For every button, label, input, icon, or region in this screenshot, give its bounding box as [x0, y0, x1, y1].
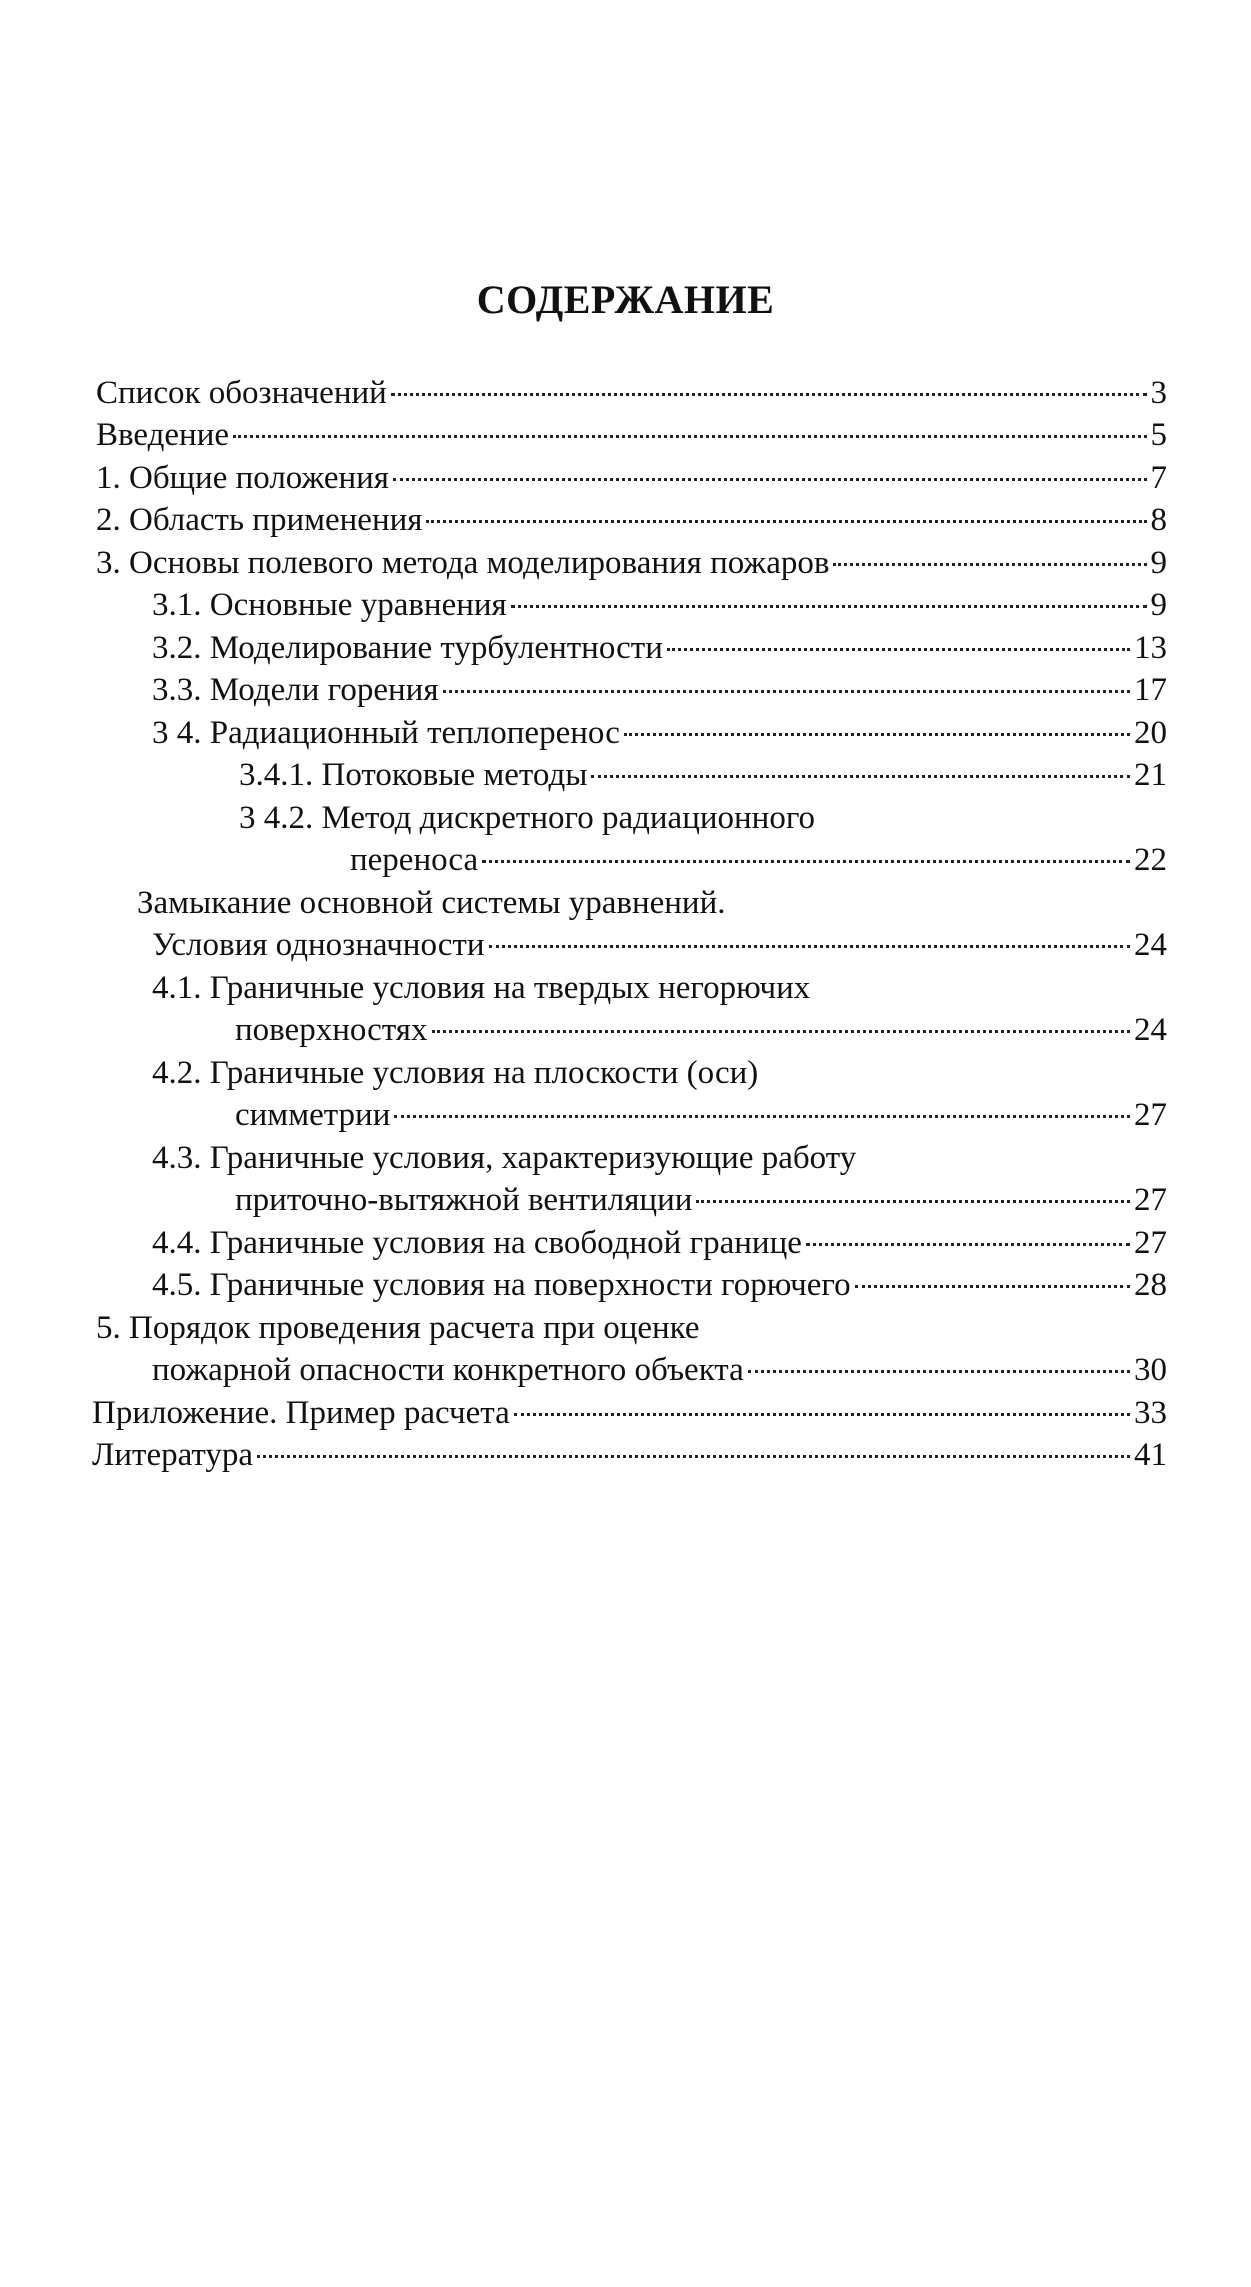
toc-entry-label: 3.3. Модели горения — [152, 672, 439, 708]
dot-leader — [393, 478, 1147, 481]
toc-entry — [152, 967, 1167, 1009]
dot-leader — [514, 1413, 1130, 1416]
toc-entry-label: 2. Область применения — [96, 502, 423, 538]
dot-leader — [624, 733, 1130, 736]
toc-entry-page: 5 — [1150, 417, 1167, 453]
toc-entry-page: 13 — [1134, 630, 1167, 666]
toc-entry-page: 28 — [1134, 1267, 1167, 1303]
toc-entry-label: 5. Порядок проведения расчета при оценке — [96, 1310, 700, 1346]
toc-entry — [137, 882, 1167, 924]
toc-entry — [152, 1264, 1167, 1306]
toc-entry-label: 4.2. Граничные условия на плоскости (оси) — [152, 1055, 759, 1091]
toc-entry — [96, 1307, 1167, 1349]
toc-entry-label: Приложение. Пример расчета — [92, 1395, 510, 1431]
dot-leader — [489, 945, 1130, 948]
toc-entry-label: 1. Общие положения — [96, 460, 389, 496]
toc-entry-page: 33 — [1134, 1395, 1167, 1431]
toc-entry-page: 9 — [1150, 545, 1167, 581]
toc-entry-page: 9 — [1150, 587, 1167, 623]
toc-entry-page: 27 — [1134, 1097, 1167, 1133]
toc-entry — [152, 1052, 1167, 1094]
toc-entry — [350, 839, 1167, 881]
toc-entry-label: Литература — [92, 1437, 254, 1473]
toc-entry-label: поверхностях — [235, 1012, 428, 1048]
toc-entry — [96, 457, 1167, 499]
dot-leader — [482, 860, 1130, 863]
toc-entry-label: 3.1. Основные уравнения — [152, 587, 507, 623]
dot-leader — [233, 435, 1146, 438]
toc-entry-label: 3 4. Радиационный теплоперенос — [152, 715, 620, 751]
toc-entry-label: 3. Основы полевого метода моделирования пожаров — [96, 545, 830, 581]
toc-entry — [152, 669, 1167, 711]
toc-entry-page: 17 — [1134, 672, 1167, 708]
toc-entry-label: 4.3. Граничные условия, характеризующие работу — [152, 1140, 857, 1176]
toc-entry-page: 27 — [1134, 1182, 1167, 1218]
dot-leader — [667, 648, 1130, 651]
dot-leader — [855, 1285, 1130, 1288]
toc-entry-label: пожарной опасности конкретного объекта — [152, 1352, 744, 1388]
toc-entry-label: симметрии — [235, 1097, 391, 1133]
dot-leader — [511, 605, 1147, 608]
toc-entry-label: 3 4.2. Метод дискретного радиационного — [239, 800, 816, 836]
toc-entry — [152, 1222, 1167, 1264]
toc-entry-label: Список обозначений — [96, 375, 387, 411]
dot-leader — [696, 1200, 1130, 1203]
dot-leader — [748, 1370, 1130, 1373]
toc-entry — [239, 754, 1167, 796]
toc-entry-label: 4.1. Граничные условия на твердых негорючих — [152, 970, 811, 1006]
toc-entry-page: 30 — [1134, 1352, 1167, 1388]
dot-leader — [443, 690, 1131, 693]
toc-entry — [96, 372, 1167, 414]
toc-entry — [92, 1434, 1167, 1476]
toc-entry — [152, 1349, 1167, 1391]
toc-entry-label: Условия однозначности — [152, 927, 485, 963]
toc-entry-page: 41 — [1134, 1437, 1167, 1473]
toc-entry — [239, 797, 1167, 839]
toc-entry-label: переноса — [350, 842, 479, 878]
dot-leader — [591, 775, 1130, 778]
dot-leader — [257, 1455, 1130, 1458]
toc-entry — [235, 1179, 1167, 1221]
dot-leader — [426, 520, 1146, 523]
toc-entry-label: приточно-вытяжной вентиляции — [235, 1182, 693, 1218]
dot-leader — [833, 563, 1146, 566]
toc-entry — [152, 584, 1167, 626]
toc-entry-page: 24 — [1134, 1012, 1167, 1048]
toc-entry-label: 3.4.1. Потоковые методы — [239, 757, 588, 793]
toc-entry — [152, 712, 1167, 754]
toc-entry-label: 4.5. Граничные условия на поверхности горючего — [152, 1267, 851, 1303]
toc-entry — [96, 414, 1167, 456]
toc-entry — [96, 499, 1167, 541]
toc-entry — [96, 542, 1167, 584]
toc-entry-page: 27 — [1134, 1225, 1167, 1261]
toc-entry-page: 24 — [1134, 927, 1167, 963]
dot-leader — [806, 1243, 1130, 1246]
toc-entry — [152, 1137, 1167, 1179]
toc-entry — [235, 1094, 1167, 1136]
toc-entry-page: 8 — [1150, 502, 1167, 538]
toc-entry — [235, 1009, 1167, 1051]
toc-entry-page: 21 — [1134, 757, 1167, 793]
toc-entry-label: 3.2. Моделирование турбулентности — [152, 630, 663, 666]
toc-entry-page: 20 — [1134, 715, 1167, 751]
toc-entry — [152, 627, 1167, 669]
toc-entry-page: 7 — [1150, 460, 1167, 496]
toc-entry — [152, 924, 1167, 966]
toc-entry-label: Введение — [96, 417, 230, 453]
dot-leader — [432, 1030, 1131, 1033]
dot-leader — [391, 393, 1147, 396]
toc-entry-page: 22 — [1134, 842, 1167, 878]
toc-entry-label: 4.4. Граничные условия на свободной границе — [152, 1225, 802, 1261]
dot-leader — [394, 1115, 1130, 1118]
toc-entry-page: 3 — [1150, 375, 1167, 411]
page-title: СОДЕРЖАНИЕ — [476, 277, 775, 322]
toc-entry-label: Замыкание основной системы уравнений. — [137, 885, 726, 921]
toc-entry — [92, 1392, 1167, 1434]
